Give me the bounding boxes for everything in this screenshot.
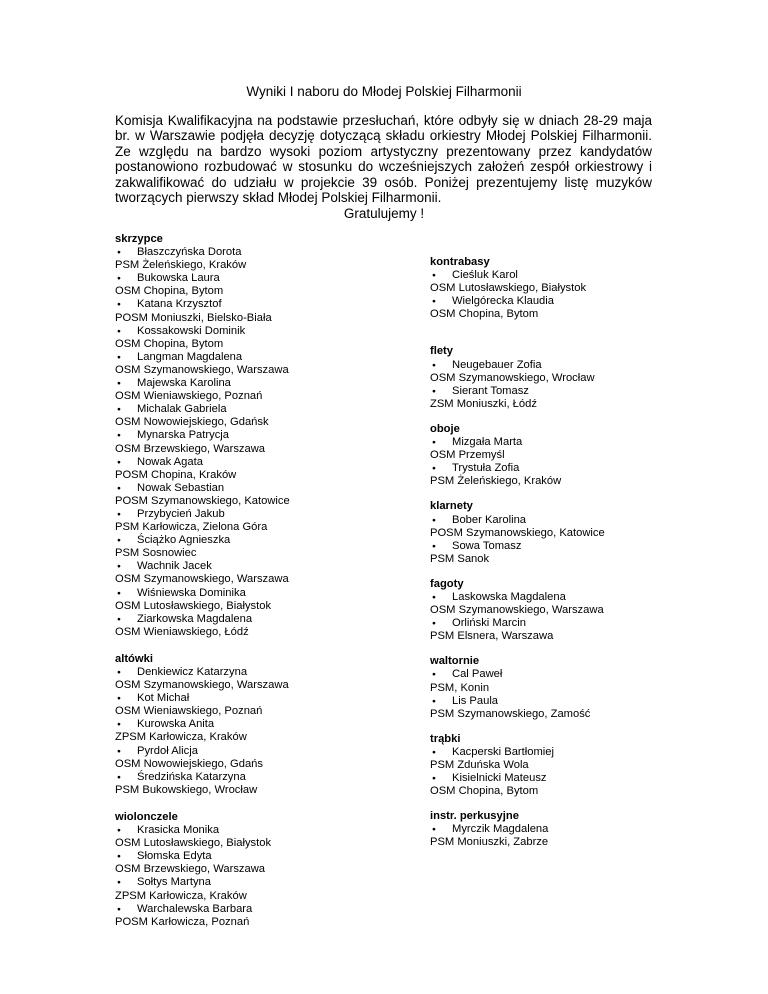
- section-title: kontrabasy: [430, 256, 490, 268]
- member-name: ● Bober Karolina: [430, 514, 670, 527]
- member-school: PSM Żeleńskiego, Kraków: [115, 259, 247, 272]
- member-name: ● Mynarska Patrycja: [115, 429, 355, 442]
- member-name: ● Sierant Tomasz: [430, 385, 670, 398]
- member-name: ● Kot Michał: [115, 692, 355, 705]
- member-name: ● Sołtys Martyna: [115, 876, 355, 889]
- section-title: waltornie: [430, 655, 480, 668]
- member-school: POSM Moniuszki, Bielsko-Biała: [115, 311, 272, 324]
- member-school: OSM Lutosławskiego, Białystok: [115, 599, 272, 612]
- member-name: ● Majewska Karolina: [115, 377, 355, 390]
- member-school: PSM Sosnowiec: [115, 547, 197, 560]
- member-school: OSM Szymanowskiego, Warszawa: [115, 573, 289, 586]
- member-school: POSM Chopina, Kraków: [115, 468, 237, 481]
- section-title: oboje: [430, 422, 460, 435]
- member-school: OSM Szymanowskiego, Wrocław: [430, 371, 595, 384]
- member-name: ● Wachnik Jacek: [115, 560, 355, 573]
- member-name: ● Lis Paula: [430, 695, 670, 708]
- member-school: OSM Wieniawskiego, Poznań: [115, 390, 263, 403]
- member-school: PSM, Konin: [430, 681, 490, 694]
- intro-paragraph: Komisja Kwalifikacyjna na podstawie przesłuchań, które odbyły się w dniach 28-29 maja br. w Warszawie podjęła decyzję dotyczącą składu orkiestry Młodej Polskiej Filharmonii. Ze względu na bardzo wysoki poziom artystyczny prezentowany przez kandydatów postanowiono rozbudować w stosunku do wcześniejszych założeń zespół orkiestrowy i zakwalifikować do udziału w projekcie 39 osób. Poniżej prezentujemy listę muzyków tworzących pierwszy skład Młodej Polskiej Filharmonii.: [115, 113, 652, 206]
- section-title: klarnety: [430, 500, 473, 513]
- member-name: ● Myrczik Magdalena: [430, 823, 670, 836]
- member-name: ● Kacperski Bartłomiej: [430, 746, 670, 759]
- member-name: ● Słomska Edyta: [115, 850, 355, 863]
- member-school: OSM Lutosławskiego, Białystok: [430, 282, 587, 295]
- member-school: OSM Chopina, Bytom: [115, 337, 224, 350]
- member-name: ● Nowak Sebastian: [115, 482, 355, 495]
- member-name: ● Trystuła Zofia: [430, 462, 670, 475]
- member-name: ● Ściążko Agnieszka: [115, 534, 355, 547]
- member-school: OSM Chopina, Bytom: [115, 285, 224, 298]
- member-school: OSM Wieniawskiego, Poznań: [115, 705, 263, 718]
- member-name: ● Langman Magdalena: [115, 351, 355, 364]
- member-name: ● Wielgórecka Klaudia: [430, 295, 670, 308]
- member-name: ● Kisielnicki Mateusz: [430, 772, 670, 785]
- member-school: OSM Przemyśl: [430, 449, 505, 462]
- member-school: OSM Brzewskiego, Warszawa: [115, 442, 266, 455]
- member-school: PSM Karłowicza, Zielona Góra: [115, 521, 268, 534]
- member-name: ● Wiśniewska Dominika: [115, 587, 355, 600]
- left-column: [115, 233, 355, 929]
- member-name: ● Przybycień Jakub: [115, 508, 355, 521]
- section-title: wiolonczele: [115, 810, 178, 823]
- instrument-section: [430, 345, 670, 410]
- instrument-section: [430, 500, 670, 565]
- section-title: altówki: [115, 652, 153, 665]
- congratulations-text: Gratulujemy !: [343, 206, 425, 221]
- instrument-section: [115, 653, 355, 797]
- right-column: [430, 256, 670, 850]
- member-school: OSM Szymanowskiego, Warszawa: [115, 363, 289, 376]
- member-name: ● Katana Krzysztof: [115, 298, 355, 311]
- section-title: trąbki: [430, 732, 461, 745]
- member-school: PSM Moniuszki, Zabrze: [430, 836, 549, 849]
- member-school: PSM Elsnera, Warszawa: [430, 630, 554, 643]
- member-name: ● Nowak Agata: [115, 456, 355, 469]
- member-school: ZPSM Karłowicza, Kraków: [115, 889, 247, 902]
- member-name: ● Kossakowski Dominik: [115, 325, 355, 338]
- instrument-section: [430, 256, 670, 321]
- member-school: OSM Nowowiejskiego, Gdańs: [115, 757, 263, 770]
- member-school: PSM Bukowskiego, Wrocław: [115, 783, 258, 796]
- member-school: PSM Szymanowskiego, Zamość: [430, 707, 591, 720]
- member-name: ● Neugebauer Zofia: [430, 359, 670, 372]
- member-name: ● Pyrdoł Alicja: [115, 745, 355, 758]
- member-name: ● Błaszczyńska Dorota: [115, 246, 355, 259]
- member-school: POSM Szymanowskiego, Katowice: [430, 526, 605, 539]
- member-name: ● Denkiewicz Katarzyna: [115, 666, 355, 679]
- member-name: ● Ziarkowska Magdalena: [115, 613, 355, 626]
- member-name: ● Orliński Marcin: [430, 617, 670, 630]
- member-school: POSM Karłowicza, Poznań: [115, 915, 250, 928]
- member-name: ● Kurowska Anita: [115, 718, 355, 731]
- section-title: flety: [430, 345, 454, 358]
- member-school: OSM Szymanowskiego, Warszawa: [430, 604, 604, 617]
- instrument-section: [115, 233, 355, 639]
- instrument-section: [430, 733, 670, 798]
- instrument-section: [430, 810, 670, 849]
- instrument-section: [430, 578, 670, 643]
- member-school: POSM Szymanowskiego, Katowice: [115, 494, 290, 507]
- member-name: ● Sowa Tomasz: [430, 540, 670, 553]
- page-title: Wyniki I naboru do Młodej Polskiej Filharmonii: [246, 84, 522, 99]
- member-school: OSM Chopina, Bytom: [430, 785, 539, 798]
- member-school: ZSM Moniuszki, Łódź: [430, 397, 537, 410]
- member-name: ● Krasicka Monika: [115, 824, 355, 837]
- member-school: ZPSM Karłowicza, Kraków: [115, 731, 247, 744]
- instrument-section: [430, 655, 670, 720]
- member-name: ● Laskowska Magdalena: [430, 591, 670, 604]
- member-school: OSM Lutosławskiego, Białystok: [115, 837, 272, 850]
- member-school: PSM Żeleńskiego, Kraków: [430, 475, 562, 488]
- member-name: ● Bukowska Laura: [115, 272, 355, 285]
- member-school: OSM Szymanowskiego, Warszawa: [115, 679, 289, 692]
- member-name: ● Michalak Gabriela: [115, 403, 355, 416]
- member-school: PSM Zduńska Wola: [430, 759, 529, 771]
- member-school: OSM Chopina, Bytom: [430, 308, 539, 321]
- instrument-section: [430, 423, 670, 488]
- instrument-section: [115, 811, 355, 929]
- section-title: fagoty: [430, 577, 464, 590]
- section-title: skrzypce: [115, 233, 163, 245]
- member-school: OSM Nowowiejskiego, Gdańsk: [115, 416, 269, 429]
- member-school: OSM Wieniawskiego, Łódź: [115, 625, 249, 638]
- section-title: instr. perkusyjne: [430, 810, 519, 823]
- member-school: OSM Brzewskiego, Warszawa: [115, 863, 266, 876]
- member-name: ● Mizgała Marta: [430, 436, 670, 449]
- member-school: PSM Sanok: [430, 552, 490, 565]
- member-name: ● Średzińska Katarzyna: [115, 771, 355, 784]
- member-name: ● Cal Paweł: [430, 668, 670, 681]
- member-name: ● Cieśluk Karol: [430, 269, 670, 282]
- member-name: ● Warchalewska Barbara: [115, 903, 355, 916]
